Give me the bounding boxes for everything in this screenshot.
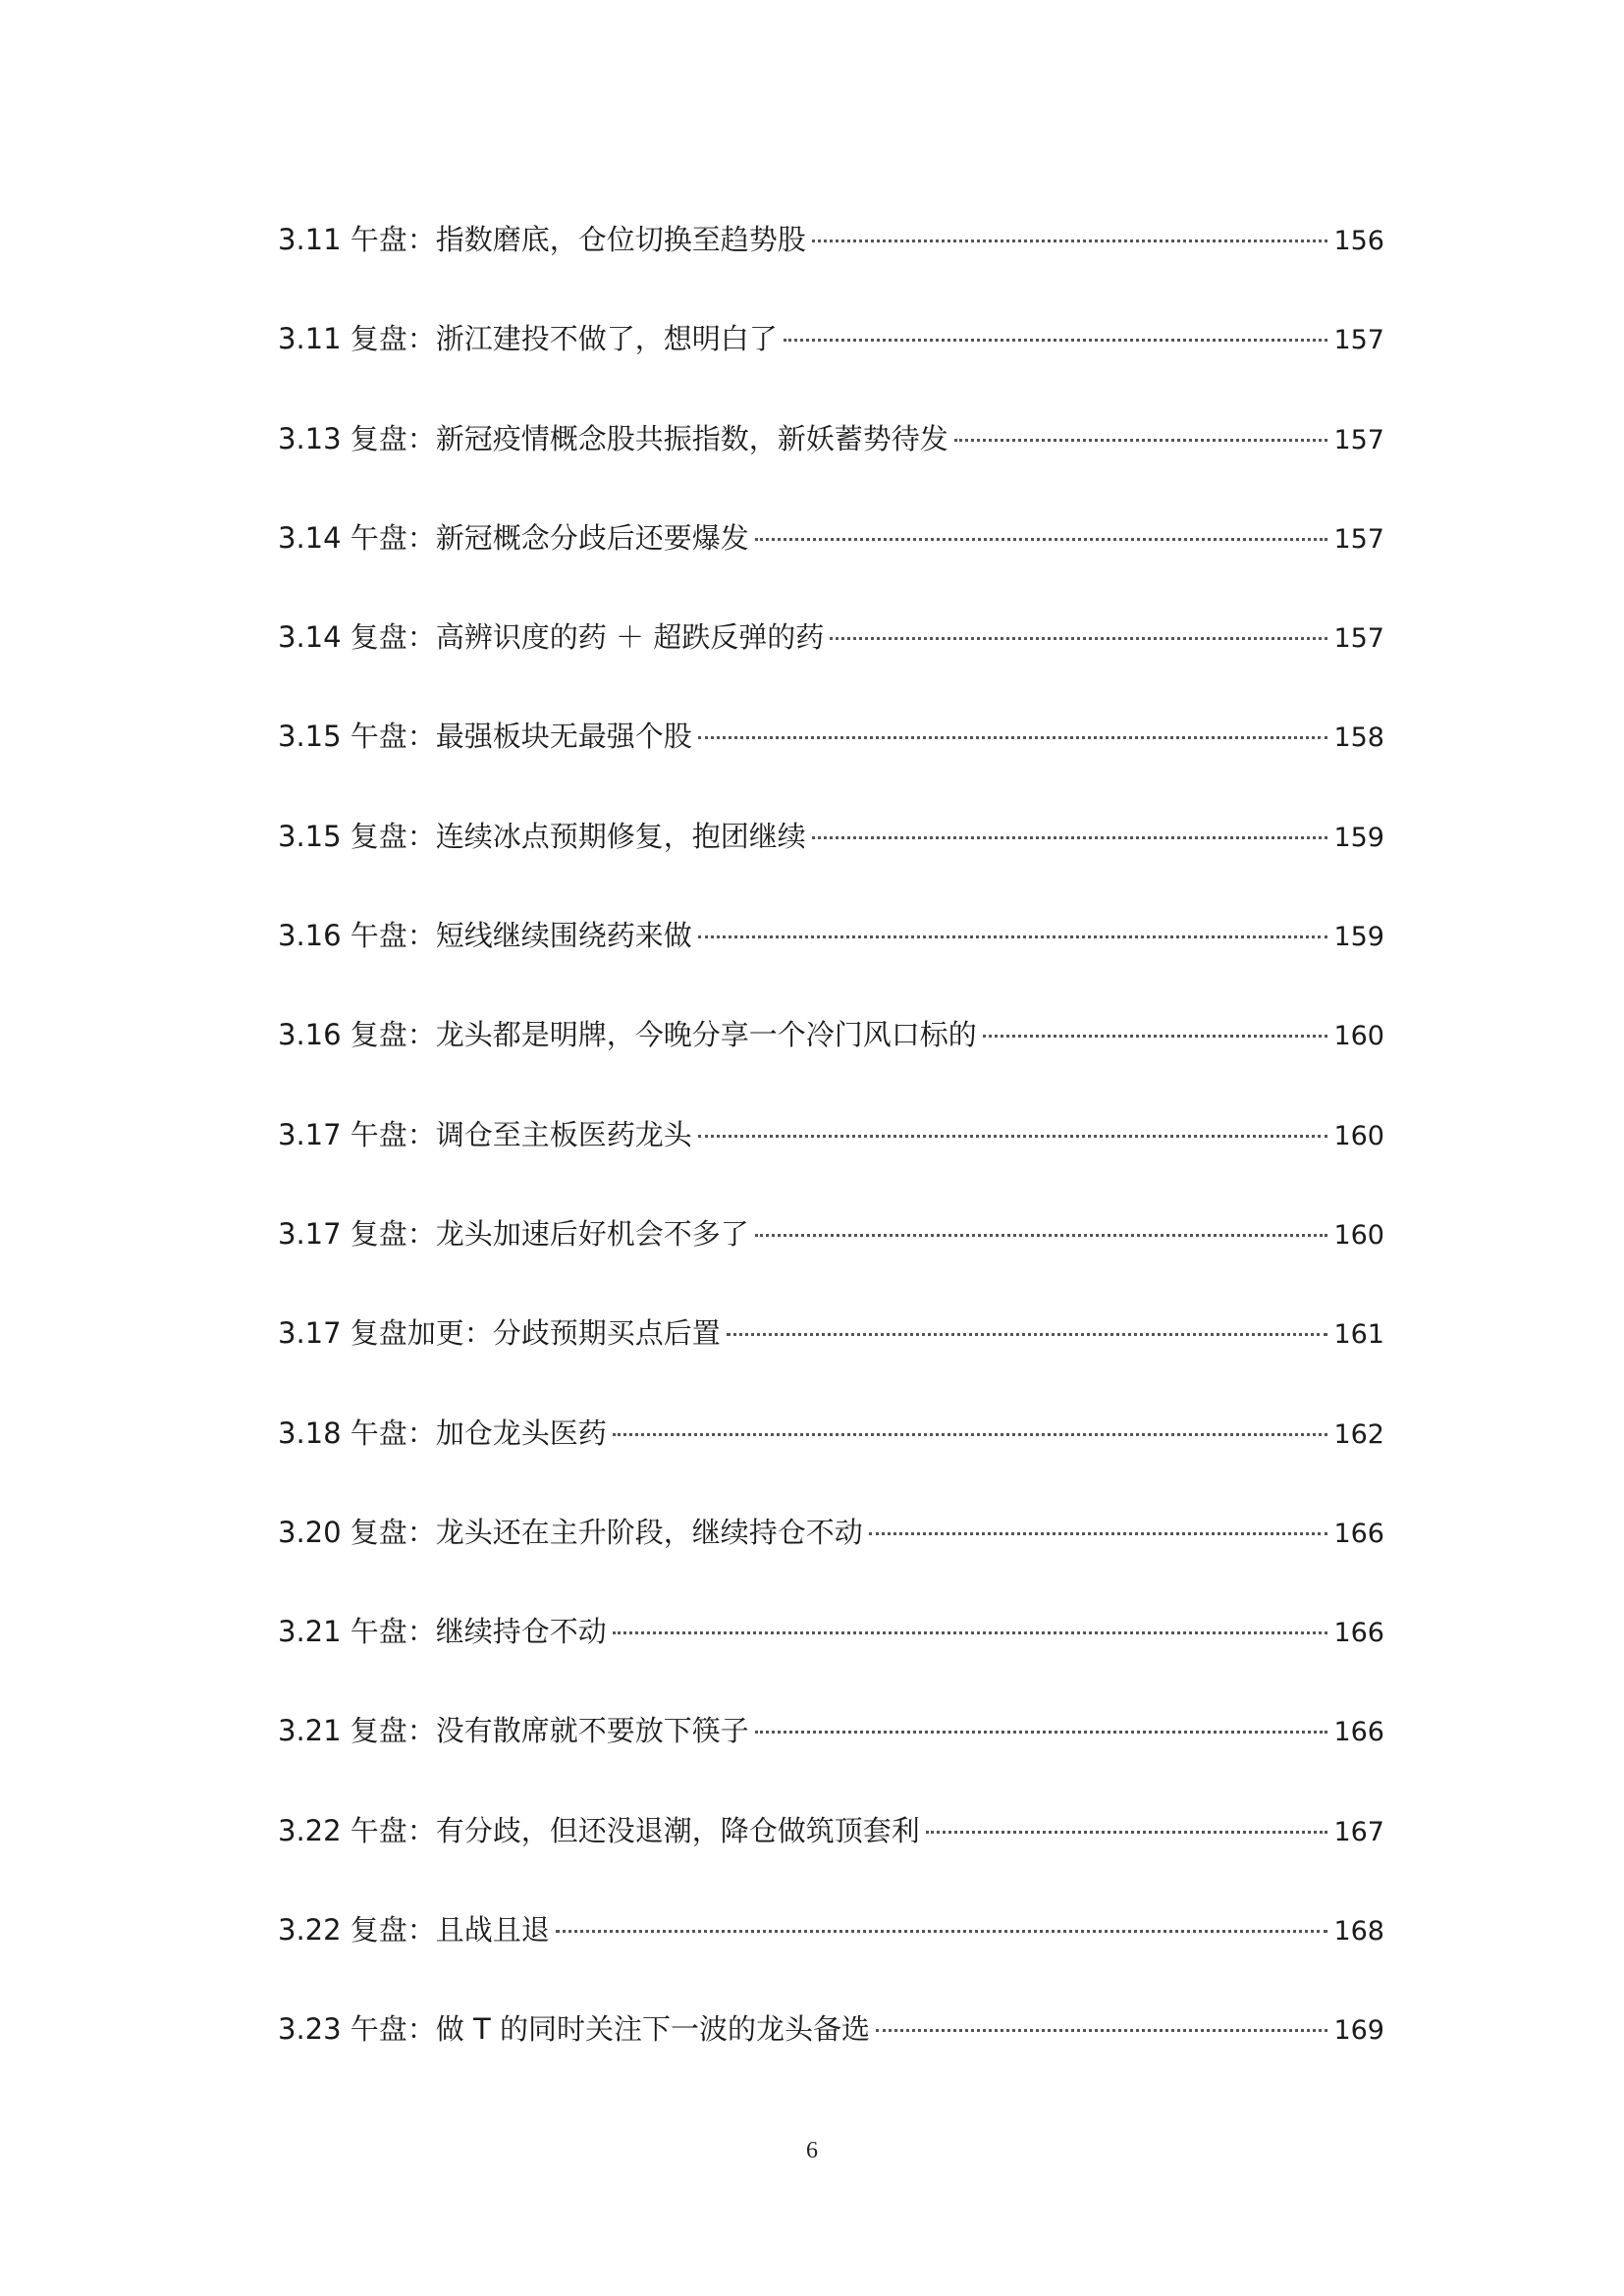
page-number: 6 [806, 2138, 818, 2163]
toc-entry-page[interactable]: 166 [1333, 1717, 1384, 1748]
toc-entry-page[interactable]: 160 [1333, 1120, 1384, 1151]
toc-dot-leader [698, 935, 1328, 938]
toc-entry[interactable] [278, 1013, 1384, 1112]
toc-dot-leader [830, 637, 1327, 640]
toc-entry-page[interactable]: 161 [1333, 1319, 1384, 1351]
toc-entry[interactable] [278, 1511, 1384, 1610]
toc-entry-title[interactable]: 3.14 复盘：高辨识度的药 ＋ 超跌反弹的药 [278, 620, 825, 655]
toc-entry[interactable] [278, 1113, 1384, 1212]
toc-entry[interactable] [278, 317, 1384, 416]
toc-entry-page[interactable]: 158 [1333, 722, 1384, 754]
toc-entry-page[interactable]: 156 [1333, 226, 1384, 256]
toc-dot-leader [556, 1930, 1328, 1933]
toc-entry-title[interactable]: 3.23 午盘：做 T 的同时关注下一波的龙头备选 [278, 2012, 870, 2047]
toc-entry-page[interactable]: 166 [1333, 1618, 1384, 1649]
toc-entry-page[interactable]: 157 [1333, 523, 1384, 555]
toc-entry[interactable] [278, 1412, 1384, 1511]
toc-entry-title[interactable]: 3.15 复盘：连续冰点预期修复，抱团继续 [278, 819, 806, 853]
toc-entry[interactable] [278, 218, 1384, 317]
toc-dot-leader [876, 2029, 1328, 2032]
toc-dot-leader [755, 1234, 1328, 1237]
toc-dot-leader [812, 836, 1328, 839]
toc-entry[interactable] [278, 914, 1384, 1013]
toc-entry-title[interactable]: 3.16 午盘：短线继续围绕药来做 [278, 919, 692, 953]
toc-entry-page[interactable]: 169 [1333, 2015, 1384, 2047]
toc-entry-title[interactable]: 3.14 午盘：新冠概念分歧后还要爆发 [278, 520, 749, 555]
toc-entry-title[interactable]: 3.13 复盘：新冠疫情概念股共振指数，新妖蓄势待发 [278, 421, 948, 455]
toc-dot-leader [926, 1831, 1328, 1834]
toc-entry[interactable] [278, 1311, 1384, 1411]
toc-entry-title[interactable]: 3.22 复盘：且战且退 [278, 1913, 550, 1948]
toc-entry-title[interactable]: 3.21 复盘：没有散席就不要放下筷子 [278, 1714, 749, 1748]
toc-entry-page[interactable]: 157 [1333, 623, 1384, 655]
toc-dot-leader [784, 339, 1328, 342]
toc-dot-leader [954, 439, 1328, 442]
toc-dot-leader [983, 1035, 1328, 1038]
toc-dot-leader [698, 736, 1328, 739]
toc-entry[interactable] [278, 1610, 1384, 1709]
toc-dot-leader [698, 1135, 1328, 1138]
toc-entry-page[interactable]: 168 [1333, 1916, 1384, 1948]
toc-entry-page[interactable]: 160 [1333, 1021, 1384, 1052]
toc-entry[interactable] [278, 715, 1384, 814]
toc-entry-title[interactable]: 3.11 午盘：指数磨底，仓位切换至趋势股 [278, 223, 806, 256]
toc-entry-title[interactable]: 3.17 复盘：龙头加速后好机会不多了 [278, 1216, 749, 1251]
toc-dot-leader [869, 1532, 1328, 1535]
toc-entry[interactable] [278, 417, 1384, 516]
toc-entry[interactable] [278, 1212, 1384, 1311]
toc-entry-page[interactable]: 167 [1333, 1816, 1384, 1847]
toc-dot-leader [613, 1433, 1328, 1436]
toc-entry[interactable] [278, 516, 1384, 615]
toc-dot-leader [755, 538, 1328, 541]
toc-entry[interactable] [278, 1809, 1384, 1908]
table-of-contents [278, 218, 1384, 2108]
toc-entry-title[interactable]: 3.17 复盘加更：分歧预期买点后置 [278, 1316, 721, 1351]
toc-entry-page[interactable]: 157 [1333, 424, 1384, 455]
toc-entry-title[interactable]: 3.20 复盘：龙头还在主升阶段，继续持仓不动 [278, 1515, 863, 1549]
toc-entry-page[interactable]: 157 [1333, 325, 1384, 356]
toc-entry-title[interactable]: 3.15 午盘：最强板块无最强个股 [278, 720, 692, 754]
toc-entry-title[interactable]: 3.17 午盘：调仓至主板医药龙头 [278, 1117, 692, 1151]
toc-entry[interactable] [278, 1908, 1384, 2007]
toc-entry[interactable] [278, 2007, 1384, 2107]
toc-entry-page[interactable]: 160 [1333, 1219, 1384, 1251]
toc-entry-page[interactable]: 166 [1333, 1518, 1384, 1549]
toc-entry-title[interactable]: 3.21 午盘：继续持仓不动 [278, 1615, 607, 1649]
toc-dot-leader [755, 1731, 1328, 1734]
toc-entry[interactable] [278, 615, 1384, 715]
toc-entry-page[interactable]: 162 [1333, 1418, 1384, 1450]
toc-entry-title[interactable]: 3.18 午盘：加仓龙头医药 [278, 1415, 607, 1450]
toc-entry-page[interactable]: 159 [1333, 922, 1384, 953]
toc-entry-title[interactable]: 3.16 复盘：龙头都是明牌，今晚分享一个冷门风口标的 [278, 1018, 977, 1052]
toc-entry-title[interactable]: 3.11 复盘：浙江建投不做了，想明白了 [278, 322, 778, 356]
toc-dot-leader [727, 1333, 1328, 1336]
toc-dot-leader [812, 240, 1328, 242]
toc-entry-page[interactable]: 159 [1333, 822, 1384, 853]
toc-dot-leader [613, 1631, 1328, 1634]
toc-entry[interactable] [278, 1709, 1384, 1808]
toc-entry-title[interactable]: 3.22 午盘：有分歧，但还没退潮，降仓做筑顶套利 [278, 1813, 920, 1847]
toc-entry[interactable] [278, 815, 1384, 914]
